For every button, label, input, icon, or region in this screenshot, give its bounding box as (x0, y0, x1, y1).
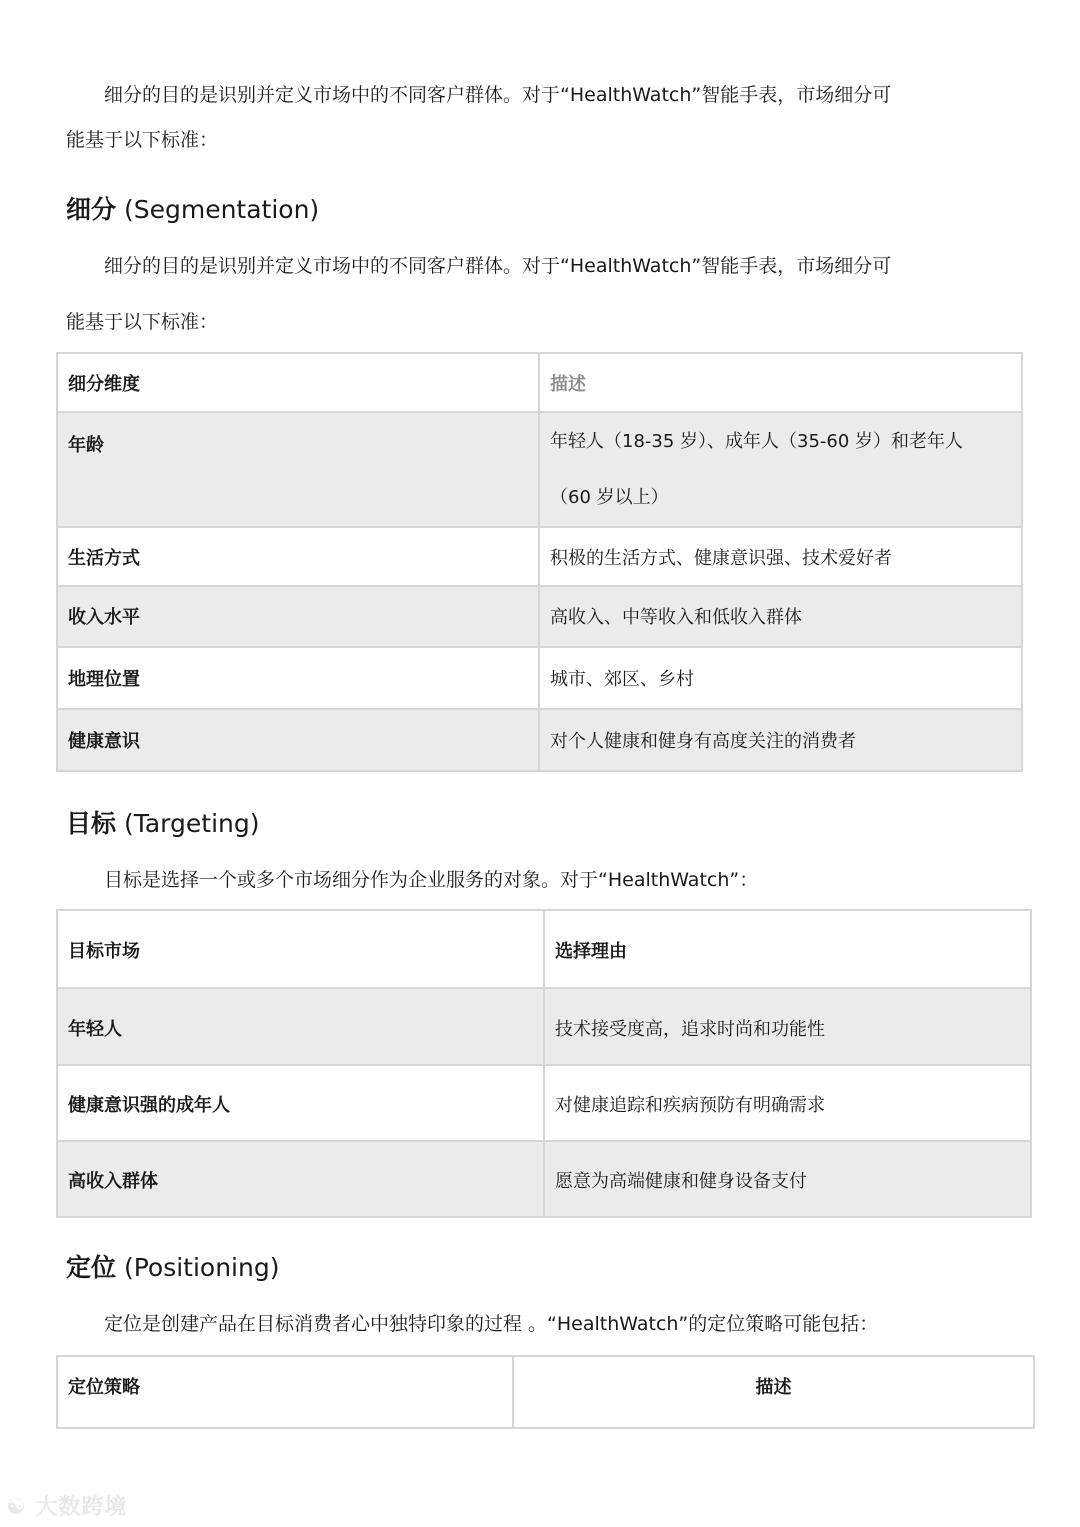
table-key-cell: 生活方式 (57, 527, 539, 586)
watermark-logo (6, 1490, 127, 1521)
segmentation-paragraph (66, 256, 1016, 332)
table-header-cell: 定位策略 (57, 1356, 513, 1428)
table-row (57, 586, 1022, 647)
table-header-cell: 目标市场 (57, 910, 544, 988)
table-row (57, 988, 1031, 1065)
segmentation-line-2: 能基于以下标准： (66, 311, 219, 333)
intro-paragraph (66, 85, 1016, 150)
intro-line-1: 细分的目的是识别并定义市场中的不同客户群体。对于“HealthWatch”智能手表，市场细分可 (104, 84, 892, 106)
targeting-line: 目标是选择一个或多个市场细分作为企业服务的对象。对于“HealthWatch”： (104, 869, 759, 891)
positioning-heading-en: (Positioning) (123, 1253, 280, 1282)
table-header-row (57, 1356, 1034, 1428)
weibo-icon: ☯ (6, 1495, 27, 1520)
intro-line-2: 能基于以下标准： (66, 129, 219, 151)
table-desc-cell: 对个人健康和健身有高度关注的消费者 (539, 709, 1022, 771)
table-desc-cell (539, 412, 1022, 527)
segmentation-heading (66, 195, 319, 225)
table-key-cell: 地理位置 (57, 647, 539, 709)
targeting-heading (66, 809, 259, 839)
table-desc-cell: 技术接受度高，追求时尚和功能性 (544, 988, 1031, 1065)
positioning-heading-zh: 定位 (66, 1253, 117, 1282)
targeting-table (56, 909, 1032, 1218)
table-header-cell: 描述 (513, 1356, 1034, 1428)
table-key-cell: 收入水平 (57, 586, 539, 647)
table-row (57, 1065, 1031, 1141)
table-key-cell: 年轻人 (57, 988, 544, 1065)
table-row (57, 527, 1022, 586)
segmentation-line-1: 细分的目的是识别并定义市场中的不同客户群体。对于“HealthWatch”智能手表，市场细分可 (104, 255, 892, 277)
table-key-cell: 高收入群体 (57, 1141, 544, 1217)
segmentation-table (56, 352, 1023, 772)
table-row (57, 412, 1022, 527)
table-desc-cell: 积极的生活方式、健康意识强、技术爱好者 (539, 527, 1022, 586)
table-row (57, 709, 1022, 771)
table-row (57, 1141, 1031, 1217)
desc-line-1: 年轻人（18-35 岁）、成年人（35-60 岁）和老年人 (550, 431, 964, 452)
positioning-paragraph (66, 1314, 1016, 1334)
table-row (57, 647, 1022, 709)
table-key-cell: 年龄 (57, 412, 539, 527)
table-desc-cell: 对健康追踪和疾病预防有明确需求 (544, 1065, 1031, 1141)
table-desc-cell: 愿意为高端健康和健身设备支付 (544, 1141, 1031, 1217)
table-header-cell: 选择理由 (544, 910, 1031, 988)
positioning-heading (66, 1253, 279, 1283)
table-header-row (57, 353, 1022, 412)
targeting-heading-zh: 目标 (66, 809, 117, 838)
targeting-heading-en: (Targeting) (123, 809, 260, 838)
positioning-line: 定位是创建产品在目标消费者心中独特印象的过程 。“HealthWatch”的定位策略可能包括： (104, 1313, 879, 1335)
targeting-paragraph (66, 870, 1016, 890)
table-header-row (57, 910, 1031, 988)
table-key-cell: 健康意识强的成年人 (57, 1065, 544, 1141)
table-desc-cell: 城市、郊区、乡村 (539, 647, 1022, 709)
desc-line-2: （60 岁以上） (550, 487, 669, 508)
watermark-text: 大数跨境 (35, 1495, 128, 1520)
segmentation-heading-en: (Segmentation) (123, 195, 320, 224)
table-key-cell: 健康意识 (57, 709, 539, 771)
table-desc-cell: 高收入、中等收入和低收入群体 (539, 586, 1022, 647)
table-header-cell: 描述 (539, 353, 1022, 412)
segmentation-heading-zh: 细分 (66, 195, 117, 224)
table-header-cell: 细分维度 (57, 353, 539, 412)
positioning-table (56, 1355, 1035, 1429)
